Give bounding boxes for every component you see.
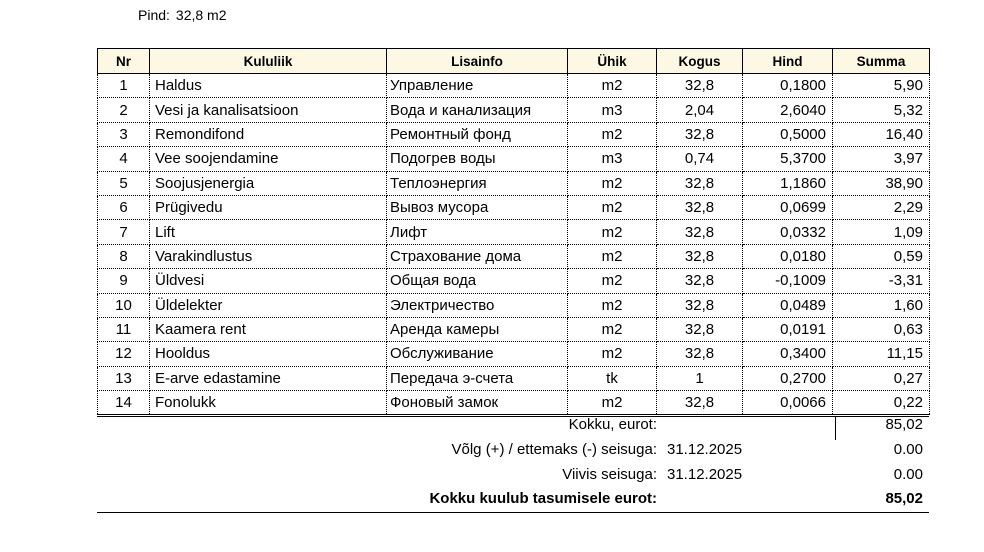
cell-nr: 9: [98, 269, 150, 293]
cell-kogus: 0,74: [657, 147, 743, 171]
cell-nr: 4: [98, 147, 150, 171]
cell-nr: 12: [98, 342, 150, 366]
column-header-nr: Nr: [98, 49, 150, 74]
summary-column-separator: [835, 416, 836, 440]
table-row: [98, 147, 930, 171]
penalty-value: 0.00: [893, 466, 923, 483]
table-row: [98, 74, 930, 98]
cell-nr: 6: [98, 195, 150, 219]
cell-summa: 0,59: [833, 244, 930, 268]
cell-uhik: m2: [568, 342, 657, 366]
table-row: [98, 342, 930, 366]
cell-kululiik: Remondifond: [150, 122, 387, 146]
cell-lisainfo: Общая вода: [387, 269, 568, 293]
table-row: [98, 391, 930, 415]
cell-uhik: tk: [568, 366, 657, 390]
table-row: [98, 195, 930, 219]
cell-nr: 8: [98, 244, 150, 268]
cell-kululiik: Üldelekter: [150, 293, 387, 317]
cell-summa: 16,40: [833, 122, 930, 146]
cell-kogus: 32,8: [657, 244, 743, 268]
cell-hind: 0,0066: [743, 391, 833, 415]
debt-value: 0.00: [893, 441, 923, 458]
area-line: [138, 7, 227, 23]
table-row: [98, 366, 930, 390]
cell-hind: 0,3400: [743, 342, 833, 366]
table-row: [98, 122, 930, 146]
cell-summa: -3,31: [833, 269, 930, 293]
cell-kogus: 32,8: [657, 342, 743, 366]
cell-uhik: m2: [568, 220, 657, 244]
table-row: [98, 220, 930, 244]
cell-summa: 11,15: [833, 342, 930, 366]
cell-uhik: m3: [568, 98, 657, 122]
subtotal-row: [97, 416, 929, 440]
cell-kogus: 32,8: [657, 171, 743, 195]
cell-nr: 5: [98, 171, 150, 195]
cell-lisainfo: Обслуживание: [387, 342, 568, 366]
cell-lisainfo: Страхование дома: [387, 244, 568, 268]
cell-lisainfo: Передача э-счета: [387, 366, 568, 390]
cell-hind: -0,1009: [743, 269, 833, 293]
cell-lisainfo: Аренда камеры: [387, 317, 568, 341]
cell-kululiik: Soojusjenergia: [150, 171, 387, 195]
penalty-label: Viivis seisuga:: [562, 466, 657, 483]
cell-kululiik: Hooldus: [150, 342, 387, 366]
column-header-uhik: Ühik: [568, 49, 657, 74]
cell-nr: 10: [98, 293, 150, 317]
cell-lisainfo: Ремонтный фонд: [387, 122, 568, 146]
cell-summa: 0,27: [833, 366, 930, 390]
column-header-summa: Summa: [833, 49, 930, 74]
cell-summa: 3,97: [833, 147, 930, 171]
cell-uhik: m2: [568, 122, 657, 146]
cell-uhik: m2: [568, 171, 657, 195]
cell-lisainfo: Электричество: [387, 293, 568, 317]
cell-kululiik: Prügivedu: [150, 195, 387, 219]
penalty-date: 31.12.2025: [667, 466, 743, 483]
cell-nr: 2: [98, 98, 150, 122]
cell-kululiik: Vesi ja kanalisatsioon: [150, 98, 387, 122]
bottom-divider: [97, 512, 929, 513]
cell-kogus: 32,8: [657, 391, 743, 415]
cell-summa: 0,63: [833, 317, 930, 341]
cell-lisainfo: Теплоэнергия: [387, 171, 568, 195]
cell-nr: 7: [98, 220, 150, 244]
cell-kogus: 32,8: [657, 74, 743, 98]
cell-kululiik: E-arve edastamine: [150, 366, 387, 390]
total-value: 85,02: [885, 490, 923, 507]
table-row: [98, 293, 930, 317]
cell-nr: 11: [98, 317, 150, 341]
cell-hind: 0,1800: [743, 74, 833, 98]
cell-hind: 0,0489: [743, 293, 833, 317]
debt-row: [97, 441, 929, 465]
debt-label: Võlg (+) / ettemaks (-) seisuga:: [451, 441, 657, 458]
cell-uhik: m2: [568, 269, 657, 293]
cell-summa: 38,90: [833, 171, 930, 195]
cell-nr: 1: [98, 74, 150, 98]
cell-lisainfo: Управление: [387, 74, 568, 98]
cell-kogus: 32,8: [657, 317, 743, 341]
cell-hind: 2,6040: [743, 98, 833, 122]
debt-date: 31.12.2025: [667, 441, 743, 458]
subtotal-value: 85,02: [885, 416, 923, 433]
cell-hind: 1,1860: [743, 171, 833, 195]
cell-kululiik: Haldus: [150, 74, 387, 98]
cell-lisainfo: Фоновый замок: [387, 391, 568, 415]
cell-uhik: m2: [568, 391, 657, 415]
cell-kululiik: Vee soojendamine: [150, 147, 387, 171]
subtotal-label: Kokku, eurot:: [568, 416, 657, 433]
cell-kogus: 32,8: [657, 269, 743, 293]
cell-hind: 0,0699: [743, 195, 833, 219]
cell-summa: 0,22: [833, 391, 930, 415]
cell-hind: 0,0180: [743, 244, 833, 268]
cell-hind: 0,0191: [743, 317, 833, 341]
cell-hind: 0,2700: [743, 366, 833, 390]
cell-uhik: m2: [568, 293, 657, 317]
cell-nr: 3: [98, 122, 150, 146]
cell-kogus: 1: [657, 366, 743, 390]
cell-summa: 1,09: [833, 220, 930, 244]
penalty-row: [97, 466, 929, 490]
cell-uhik: m3: [568, 147, 657, 171]
column-header-kululiik: Kululiik: [150, 49, 387, 74]
cell-kogus: 2,04: [657, 98, 743, 122]
cell-uhik: m2: [568, 195, 657, 219]
cell-kogus: 32,8: [657, 122, 743, 146]
column-header-hind: Hind: [743, 49, 833, 74]
area-value: 32,8 m2: [175, 7, 227, 23]
cell-kogus: 32,8: [657, 220, 743, 244]
table-header-row: [98, 49, 930, 74]
cell-hind: 5,3700: [743, 147, 833, 171]
cell-summa: 1,60: [833, 293, 930, 317]
cell-uhik: m2: [568, 317, 657, 341]
table-row: [98, 171, 930, 195]
cell-hind: 0,5000: [743, 122, 833, 146]
cell-lisainfo: Лифт: [387, 220, 568, 244]
column-header-lisainfo: Lisainfo: [387, 49, 568, 74]
total-row: [97, 490, 929, 514]
table-row: [98, 244, 930, 268]
cell-summa: 2,29: [833, 195, 930, 219]
cell-kululiik: Üldvesi: [150, 269, 387, 293]
table-row: [98, 98, 930, 122]
column-header-kogus: Kogus: [657, 49, 743, 74]
cell-summa: 5,90: [833, 74, 930, 98]
total-label: Kokku kuulub tasumisele eurot:: [429, 490, 657, 507]
cell-kululiik: Fonolukk: [150, 391, 387, 415]
cell-kululiik: Lift: [150, 220, 387, 244]
area-label: Pind:: [138, 7, 170, 23]
cell-summa: 5,32: [833, 98, 930, 122]
cell-kogus: 32,8: [657, 195, 743, 219]
cell-uhik: m2: [568, 74, 657, 98]
table-row: [98, 317, 930, 341]
cell-lisainfo: Вывоз мусора: [387, 195, 568, 219]
cell-hind: 0,0332: [743, 220, 833, 244]
cell-kogus: 32,8: [657, 293, 743, 317]
cell-kululiik: Varakindlustus: [150, 244, 387, 268]
charges-table: [97, 48, 930, 415]
cell-lisainfo: Подогрев воды: [387, 147, 568, 171]
table-row: [98, 269, 930, 293]
cell-kululiik: Kaamera rent: [150, 317, 387, 341]
cell-nr: 14: [98, 391, 150, 415]
cell-nr: 13: [98, 366, 150, 390]
cell-uhik: m2: [568, 244, 657, 268]
cell-lisainfo: Вода и канализация: [387, 98, 568, 122]
